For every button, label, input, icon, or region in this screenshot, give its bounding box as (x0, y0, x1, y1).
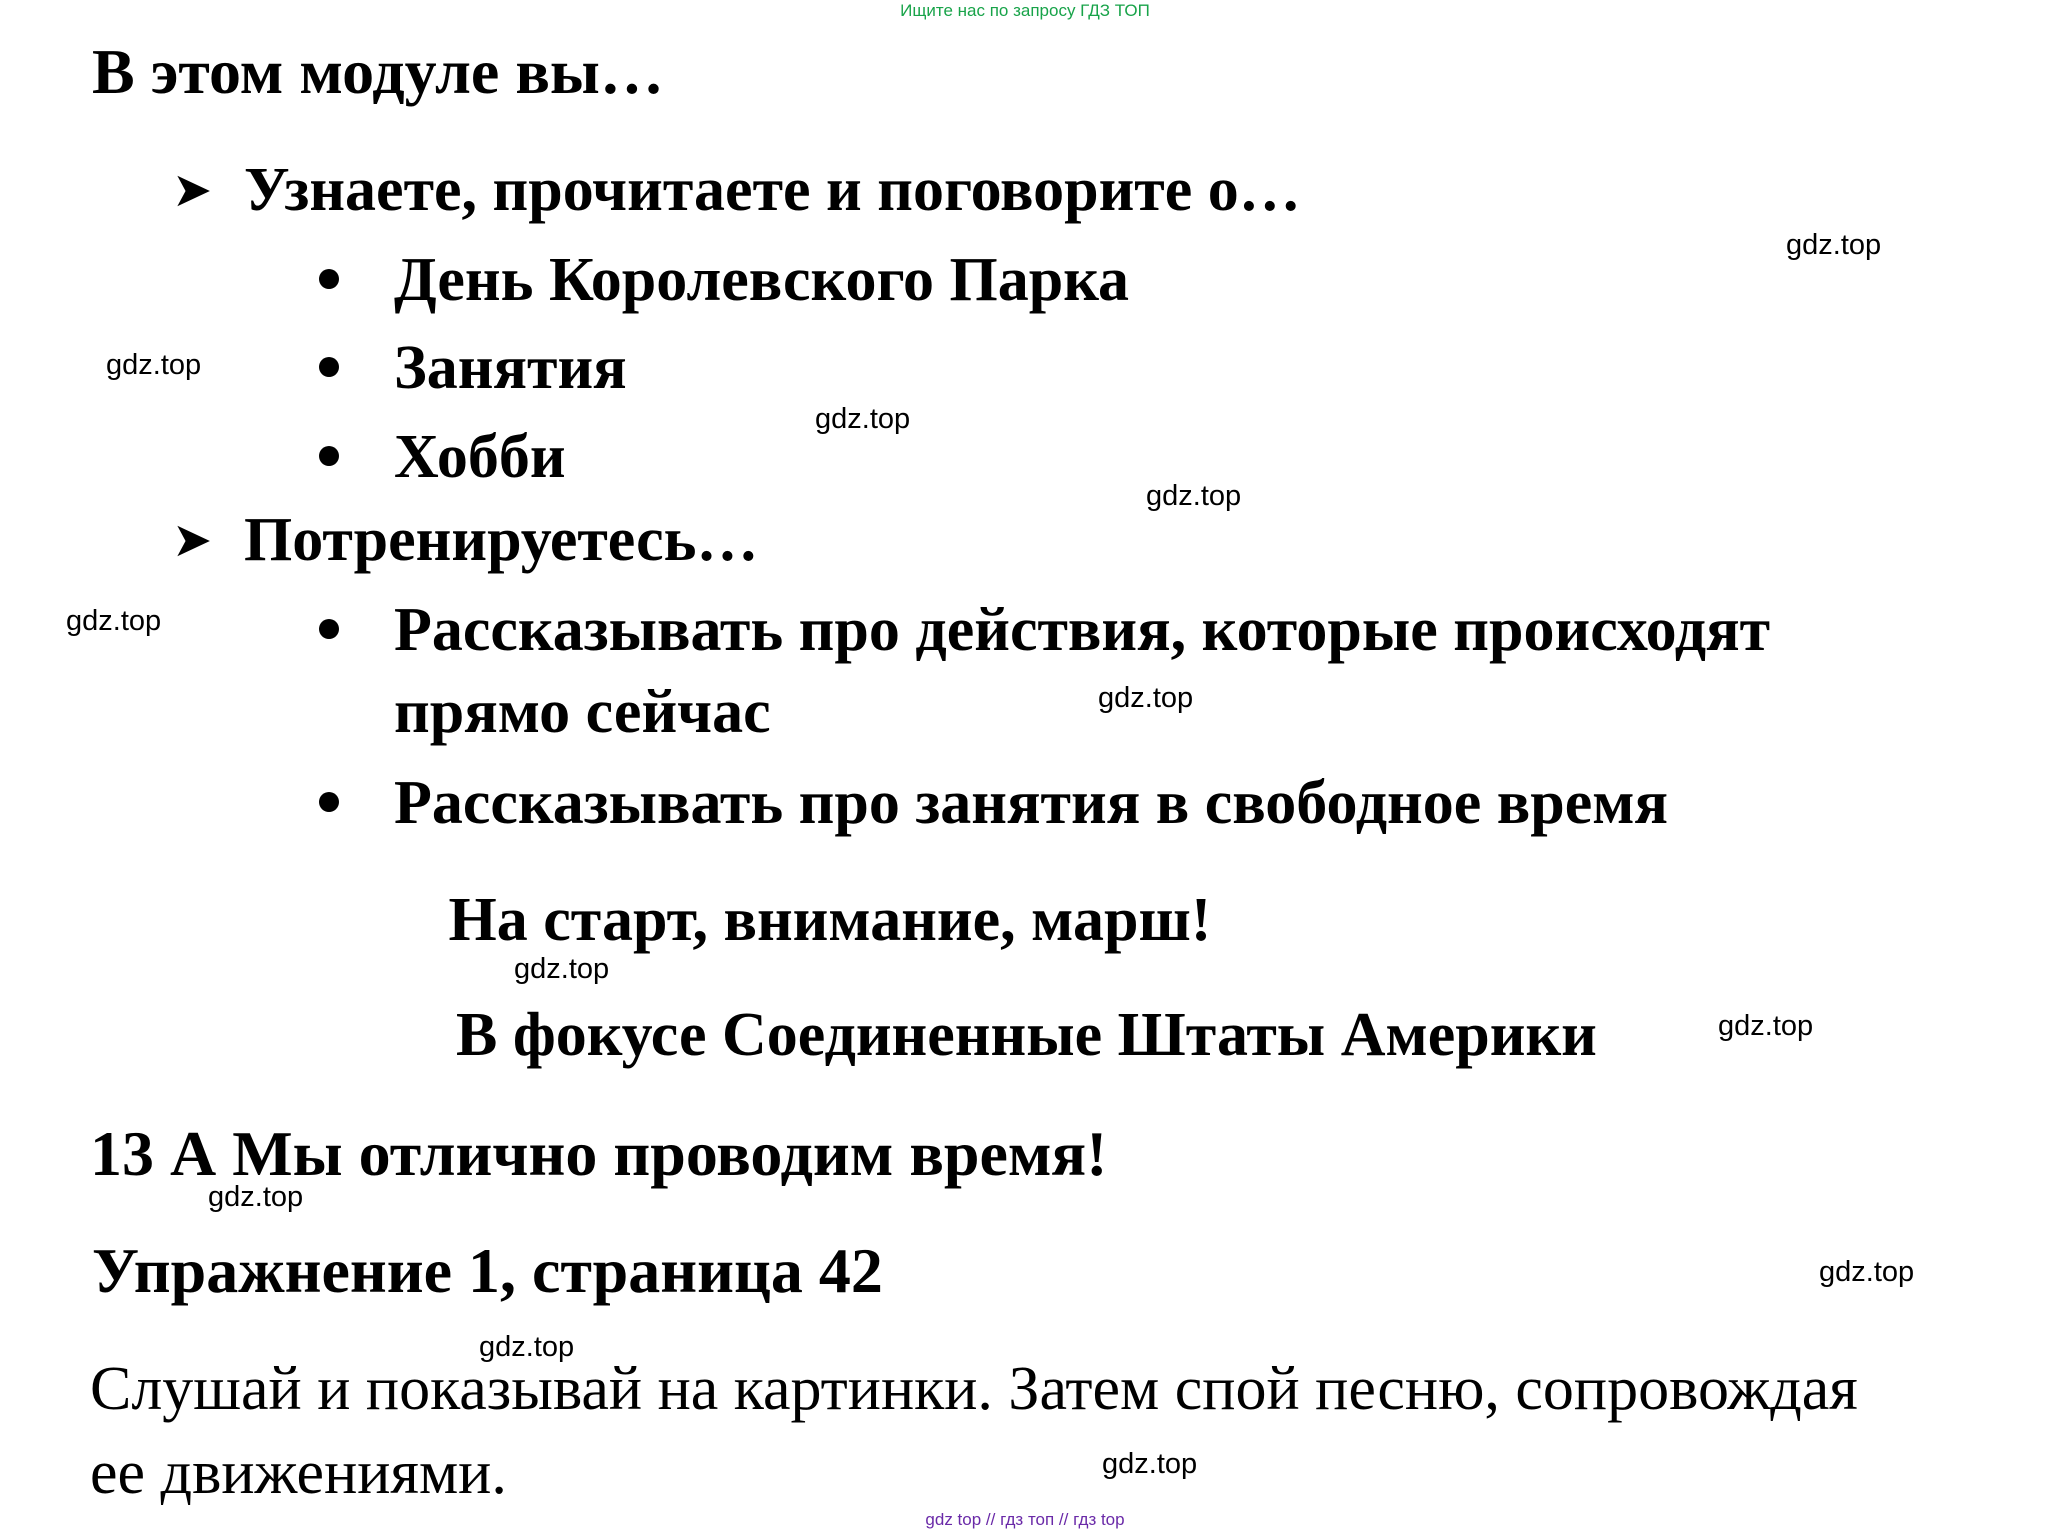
list-item-text: Занятия (394, 334, 627, 402)
watermark: gdz.top (1819, 1256, 1915, 1288)
focus-line: В фокусе Соединенные Штаты Америки (456, 1001, 1597, 1069)
watermark: gdz.top (106, 349, 202, 381)
watermark: gdz.top (815, 403, 911, 435)
list-item-continuation: прямо сейчас (394, 678, 771, 746)
exercise-title: Упражнение 1, страница 42 (92, 1235, 883, 1306)
bottom-banner: gdz top // гдз топ // гдз top (925, 1510, 1125, 1529)
section-label: Узнаете, прочитаете и поговорите о… (244, 156, 1301, 224)
watermark: gdz.top (1146, 480, 1242, 512)
list-item (394, 590, 1770, 670)
watermark: gdz.top (1098, 682, 1194, 714)
list-item (394, 763, 1668, 843)
bullet-dot-icon (319, 269, 339, 289)
list-item-text: Хобби (394, 423, 566, 491)
watermark: gdz.top (1718, 1010, 1814, 1042)
section-learn-label (172, 150, 1301, 230)
instruction-line: Слушай и показывай на картинки. Затем спой песню, сопровождая (90, 1355, 1858, 1423)
arrow-bullet-icon: ➤ (172, 162, 213, 218)
list-item (394, 240, 1129, 320)
bullet-dot-icon (319, 792, 339, 812)
instruction-line: ее движениями. (90, 1439, 507, 1507)
module-heading: В этом модуле вы… (92, 36, 664, 107)
list-item (394, 328, 627, 408)
watermark: gdz.top (1102, 1448, 1198, 1480)
list-item-text: Рассказывать про действия, которые происходят (394, 596, 1771, 664)
bullet-dot-icon (319, 619, 339, 639)
watermark: gdz.top (1786, 229, 1882, 261)
watermark: gdz.top (208, 1181, 304, 1213)
section-label: Потренируетесь… (244, 506, 759, 574)
list-item (394, 417, 566, 497)
arrow-bullet-icon: ➤ (172, 512, 213, 568)
lesson-title: 13 А Мы отлично проводим время! (90, 1118, 1108, 1189)
section-practice-label (172, 500, 759, 580)
watermark: gdz.top (479, 1331, 575, 1363)
list-item-text: День Королевского Парка (394, 246, 1130, 314)
watermark: gdz.top (66, 605, 162, 637)
bullet-dot-icon (319, 357, 339, 377)
top-banner: Ищите нас по запросу ГДЗ ТОП (900, 1, 1150, 20)
bullet-dot-icon (319, 446, 339, 466)
slogan: На старт, внимание, марш! (448, 886, 1212, 954)
watermark: gdz.top (514, 953, 610, 985)
list-item-text: Рассказывать про занятия в свободное время (394, 769, 1669, 837)
